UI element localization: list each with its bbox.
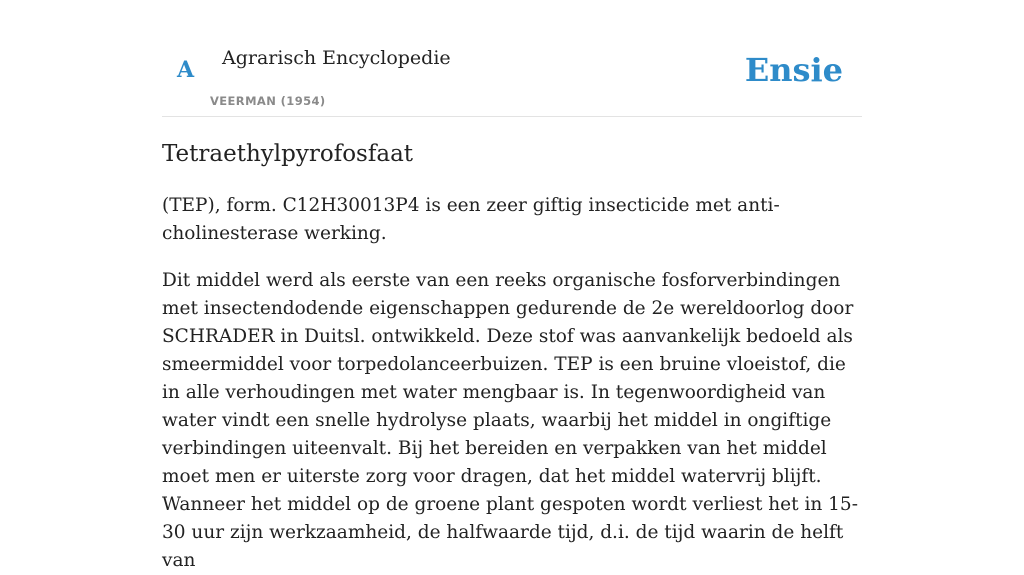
entry-content: [162, 138, 864, 575]
ensie-logo-link[interactable]: Ensie: [744, 51, 843, 89]
book-author: VEERMAN (1954): [210, 94, 326, 108]
entry-headword: Tetraethylpyrofosfaat: [162, 141, 414, 167]
letter-index-link[interactable]: A: [177, 57, 195, 83]
entry-paragraph: Dit middel werd als eerste van een reeks organische fosforverbindingen met insectendodende eigenschappen gedurende de 2e wereldoorlog door SCHRADER in Duitsl. ontwikkeld. Deze stof was aanvankelijk bedoeld als smeermiddel voor torpedolanceerbuizen. TEP is een bruine vloeistof, die in alle verhoudingen met water mengbaar is. In tegenwoordigheid van water vindt een snelle hydrolyse plaats, waarbij het middel in ongiftige verbindingen uiteenvalt. Bij het bereiden en verpakken van het middel moet men er uiterste zorg voor dragen, dat het middel watervrij blijft. Wanneer het middel op de groene plant gespoten wordt verliest het in 15-30 uur zijn werkzaamheid, de halfwaarde tijd, d.i. de tijd waarin de helft van: [162, 270, 858, 571]
entry-header: [162, 0, 862, 117]
book-title-link[interactable]: Agrarisch Encyclopedie: [222, 47, 451, 69]
entry-paragraph: (TEP), form. C12H30013P4 is een zeer giftig insecticide met anti-cholinesterase werking.: [162, 195, 780, 244]
